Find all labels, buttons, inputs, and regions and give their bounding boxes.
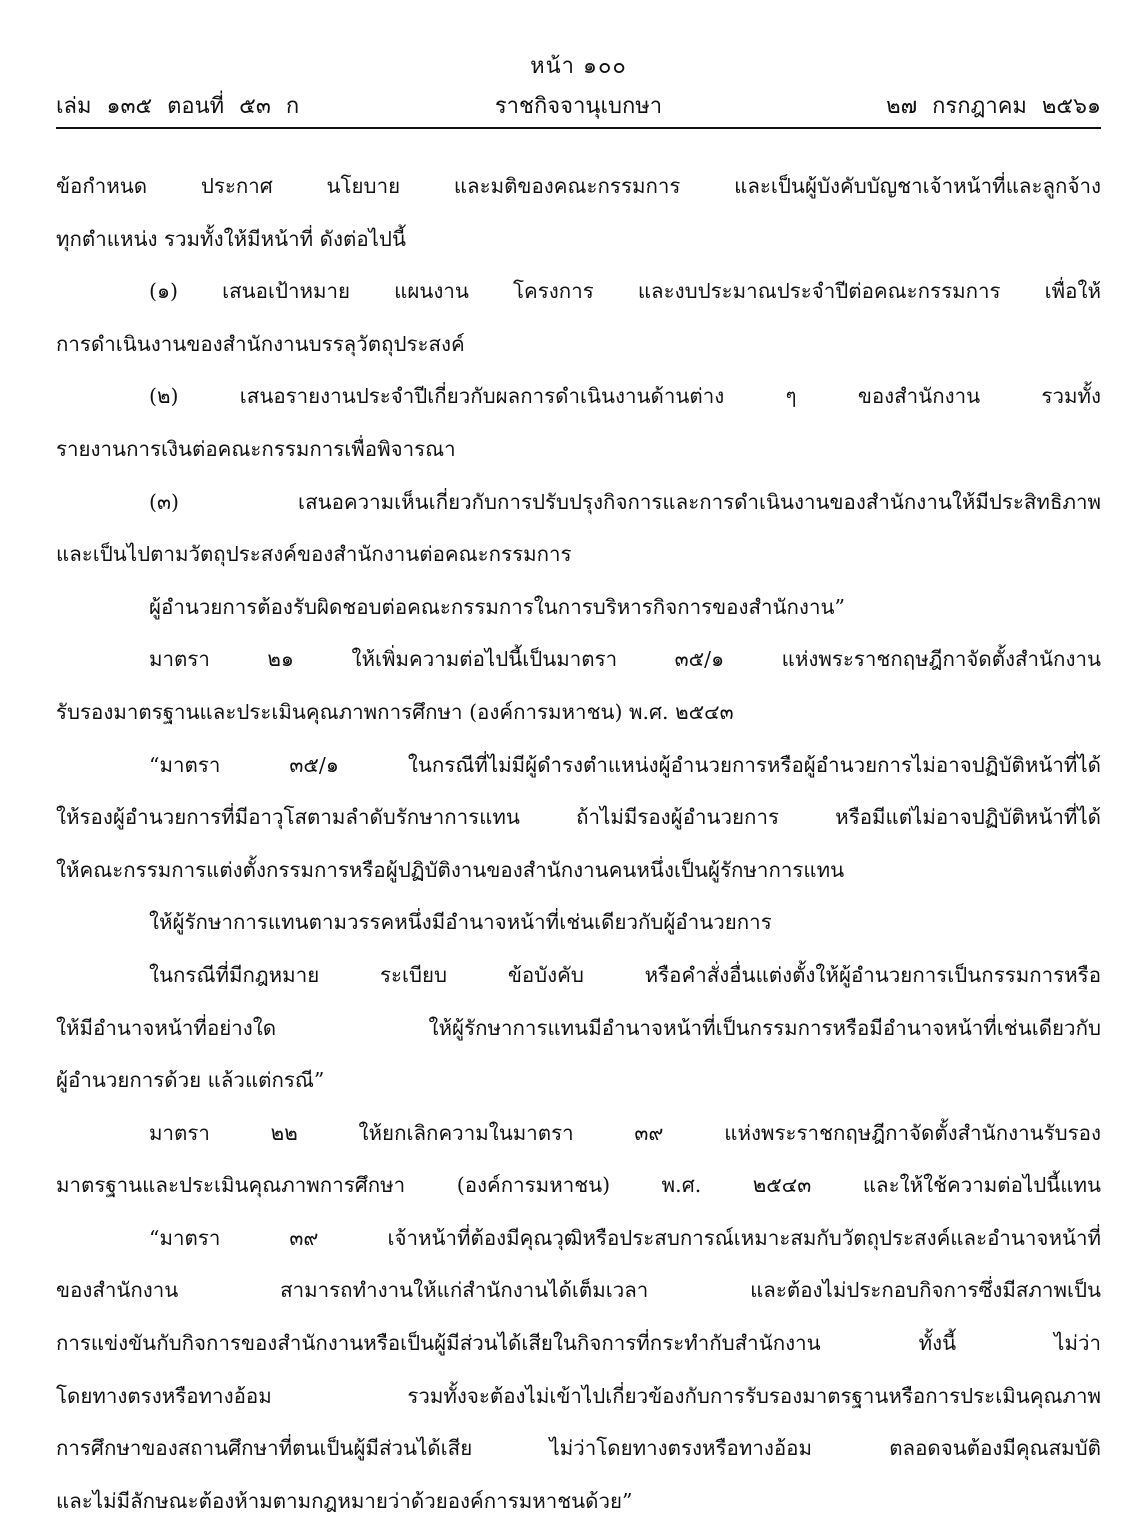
text-line: ผู้อำนวยการต้องรับผิดชอบต่อคณะกรรมการในการบริหารกิจการของสำนักงาน” — [149, 594, 845, 619]
volume-issue: เล่ม ๑๓๕ ตอนที่ ๕๓ ก — [56, 94, 300, 119]
page-number: หน้า ๑๐๐ — [530, 54, 627, 79]
text-line: (๒) เสนอรายงานประจำปีเกี่ยวกับผลการดำเนินงานด้านต่าง ๆ ของสำนักงาน รวมทั้ง — [149, 384, 1101, 409]
text-line: มาตรา ๒๒ ให้ยกเลิกความในมาตรา ๓๙ แห่งพระราชกฤษฎีกาจัดตั้งสำนักงานรับรอง — [149, 1120, 1101, 1145]
text-line: ข้อกำหนด ประกาศ นโยบาย และมติของคณะกรรมการ และเป็นผู้บังคับบัญชาเจ้าหน้าที่และลูกจ้าง — [56, 174, 1101, 198]
text-line: ให้ผู้รักษาการแทนตามวรรคหนึ่งมีอำนาจหน้าที่เช่นเดียวกับผู้อำนวยการ — [149, 910, 772, 935]
text-line: ในกรณีที่มีกฎหมาย ระเบียบ ข้อบังคับ หรือคำสั่งอื่นแต่งตั้งให้ผู้อำนวยการเป็นกรรมการหรือ — [149, 962, 1101, 987]
text-line: (๑) เสนอเป้าหมาย แผนงาน โครงการ และงบประมาณประจำปีต่อคณะกรรมการ เพื่อให้ — [149, 279, 1101, 304]
text-line: (๓) เสนอความเห็นเกี่ยวกับการปรับปรุงกิจการและการดำเนินงานของสำนักงานให้มีประสิทธิภาพ — [149, 489, 1101, 514]
publication-title: ราชกิจจานุเบกษา — [494, 94, 663, 119]
header-divider — [56, 127, 1101, 129]
document-body — [56, 160, 1101, 1527]
text-line: การดำเนินงานของสำนักงานบรรลุวัตถุประสงค์ — [56, 331, 465, 356]
text-line: “มาตรา ๓๙ เจ้าหน้าที่ต้องมีคุณวุฒิหรือประสบการณ์เหมาะสมกับวัตถุประสงค์และอำนาจหน้าที่ — [149, 1225, 1101, 1250]
publication-date: ๒๗ กรกฎาคม ๒๕๖๑ — [886, 94, 1101, 119]
text-line: รับรองมาตรฐานและประเมินคุณภาพการศึกษา (องค์การมหาชน) พ.ศ. ๒๕๔๓ — [56, 699, 734, 724]
text-line: การศึกษาของสถานศึกษาที่ตนเป็นผู้มีส่วนได้เสีย ไม่ว่าโดยทางตรงหรือทางอ้อม ตลอดจนต้องมีคุณสมบัติ — [56, 1436, 1101, 1461]
text-line: ให้รองผู้อำนวยการที่มีอาวุโสตามลำดับรักษาการแทน ถ้าไม่มีรองผู้อำนวยการ หรือมีแต่ไม่อาจปฏิบัติหน้าที่ได้ — [56, 805, 1101, 830]
gazette-header — [56, 44, 1101, 130]
text-line: “มาตรา ๓๕/๑ ในกรณีที่ไม่มีผู้ดำรงตำแหน่งผู้อำนวยการหรือผู้อำนวยการไม่อาจปฏิบัติหน้าที่ได้ — [149, 752, 1101, 777]
text-line: การแข่งขันกับกิจการของสำนักงานหรือเป็นผู้มีส่วนได้เสียในกิจการที่กระทำกับสำนักงาน ทั้งนี้ ไม่ว่า — [56, 1331, 1101, 1356]
text-line: ผู้อำนวยการด้วย แล้วแต่กรณี” — [56, 1068, 325, 1093]
text-line: และไม่มีลักษณะต้องห้ามตามกฎหมายว่าด้วยองค์การมหาชนด้วย” — [56, 1488, 633, 1513]
text-line: ให้คณะกรรมการแต่งตั้งกรรมการหรือผู้ปฏิบัติงานของสำนักงานคนหนึ่งเป็นผู้รักษาการแทน — [56, 857, 845, 882]
text-line: และเป็นไปตามวัตถุประสงค์ของสำนักงานต่อคณะกรรมการ — [56, 542, 572, 567]
text-line: ของสำนักงาน สามารถทำงานให้แก่สำนักงานได้เต็มเวลา และต้องไม่ประกอบกิจการซึ่งมีสภาพเป็น — [56, 1278, 1101, 1303]
text-line: มาตรา ๒๑ ให้เพิ่มความต่อไปนี้เป็นมาตรา ๓๕/๑ แห่งพระราชกฤษฎีกาจัดตั้งสำนักงาน — [149, 647, 1101, 672]
header-row — [56, 88, 1101, 120]
text-line: มาตรฐานและประเมินคุณภาพการศึกษา (องค์การมหาชน) พ.ศ. ๒๕๔๓ และให้ใช้ความต่อไปนี้แทน — [56, 1173, 1101, 1198]
text-line: รายงานการเงินต่อคณะกรรมการเพื่อพิจารณา — [56, 436, 456, 461]
text-line: โดยทางตรงหรือทางอ้อม รวมทั้งจะต้องไม่เข้าไปเกี่ยวข้องกับการรับรองมาตรฐานหรือการประเมินคุณภาพ — [56, 1383, 1101, 1408]
text-line: ให้มีอำนาจหน้าที่อย่างใด ให้ผู้รักษาการแทนมีอำนาจหน้าที่เป็นกรรมการหรือมีอำนาจหน้าที่เช่นเดียวกับ — [56, 1015, 1101, 1040]
text-line: ทุกตำแหน่ง รวมทั้งให้มีหน้าที่ ดังต่อไปนี้ — [56, 226, 406, 251]
